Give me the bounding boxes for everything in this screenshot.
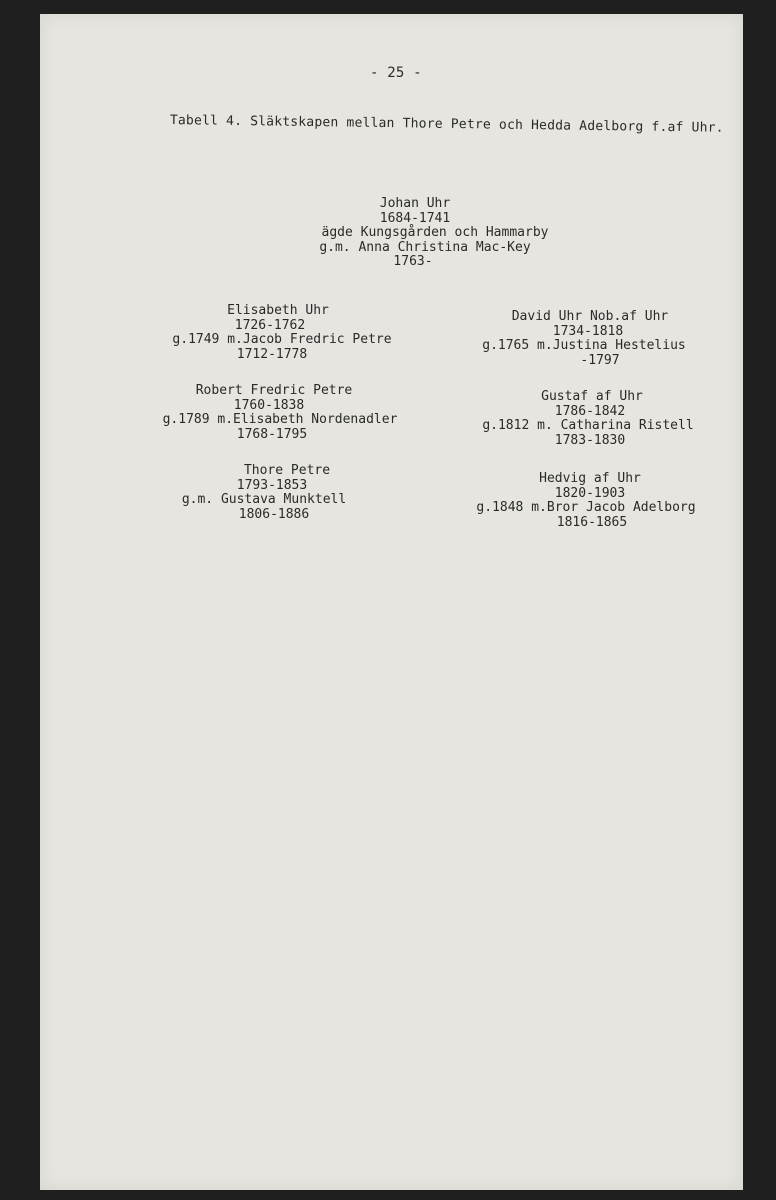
- person-line: 1726-1762: [234, 317, 306, 333]
- person-line: g.1765 m.Justina Hestelius: [482, 338, 686, 353]
- person-line: Gustaf af Uhr: [541, 389, 643, 404]
- right-generation-2: [460, 390, 720, 448]
- root-line: 1684-1741: [379, 210, 451, 226]
- person-line: 1820-1903: [554, 485, 626, 501]
- person-line: -1797: [580, 352, 620, 368]
- person-line: Robert Fredric Petre: [195, 383, 353, 398]
- person-line: g.1749 m.Jacob Fredric Petre: [172, 332, 392, 347]
- person-line: g.1812 m. Catharina Ristell: [482, 418, 694, 433]
- root-line: ägde Kungsgården och Hammarby: [321, 225, 549, 240]
- person-line: 1816-1865: [556, 514, 628, 530]
- person-line: Thore Petre: [243, 463, 331, 478]
- person-line: 1793-1853: [236, 477, 308, 493]
- person-line: g.m. Gustava Munktell: [181, 492, 347, 507]
- person-line: 1806-1886: [238, 506, 310, 522]
- person-line: 1768-1795: [236, 426, 308, 442]
- person-line: Hedvig af Uhr: [539, 471, 641, 486]
- person-line: g.1848 m.Bror Jacob Adelborg: [476, 500, 696, 515]
- person-line: David Uhr Nob.af Uhr: [511, 309, 669, 324]
- person-line: 1712-1778: [236, 346, 308, 362]
- left-generation-3: [155, 464, 405, 522]
- root-ancestor: [292, 197, 562, 270]
- right-generation-1: [460, 310, 720, 368]
- person-line: g.1789 m.Elisabeth Nordenadler: [162, 412, 398, 427]
- show-through-text: [636, 54, 690, 73]
- table-title: Tabell 4. Släktskapen mellan Thore Petre och Hedda Adelborg f.af Uhr.: [169, 113, 724, 136]
- left-generation-2: [155, 384, 405, 442]
- right-generation-3: [460, 472, 720, 530]
- person-line: Elisabeth Uhr: [227, 303, 329, 318]
- root-line: g.m. Anna Christina Mac-Key: [319, 239, 531, 255]
- person-line: 1786-1842: [554, 403, 626, 419]
- person-line: 1760-1838: [233, 397, 305, 413]
- person-line: 1783-1830: [554, 432, 626, 448]
- person-line: 1734-1818: [552, 323, 624, 339]
- root-line: Johan Uhr: [379, 196, 451, 211]
- document-page: [40, 14, 743, 1190]
- page-number: - 25 -: [370, 65, 422, 81]
- root-line: 1763-: [393, 254, 433, 269]
- left-generation-1: [155, 304, 405, 362]
